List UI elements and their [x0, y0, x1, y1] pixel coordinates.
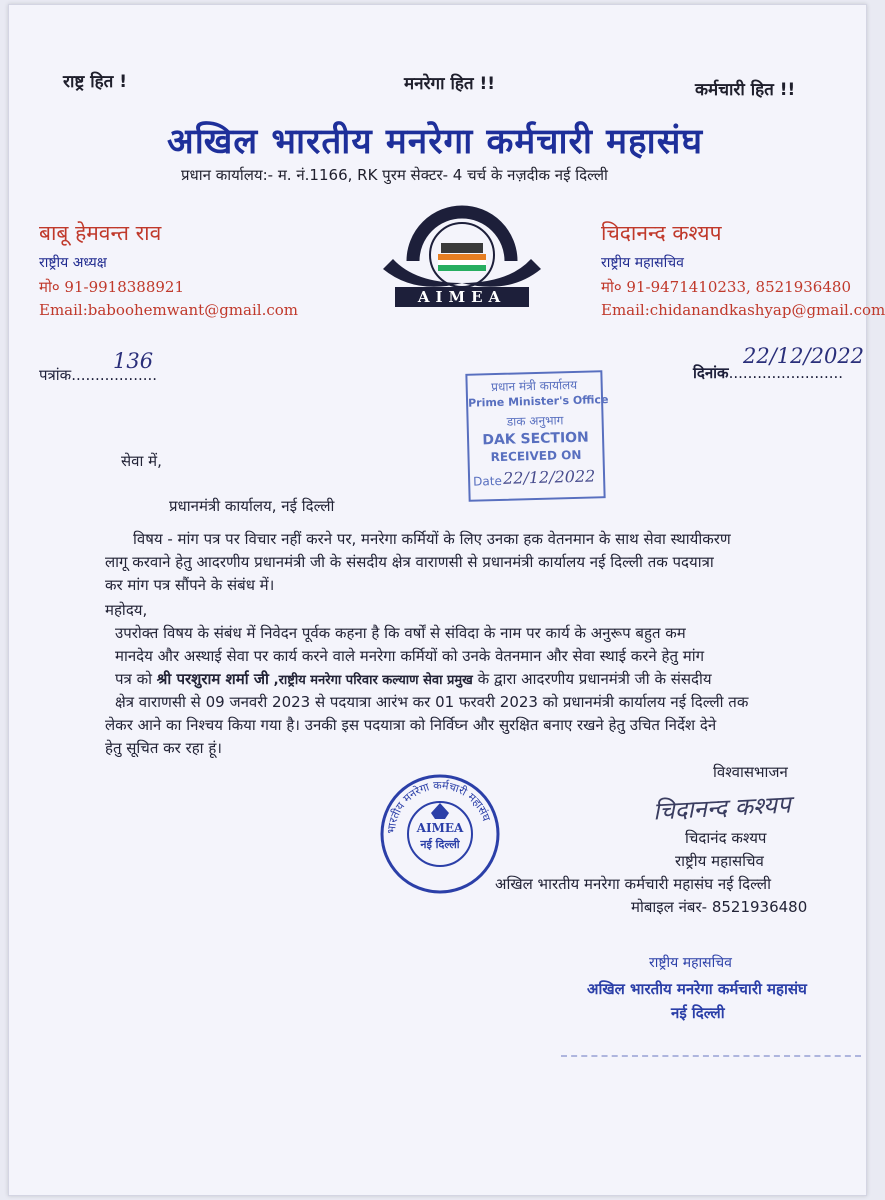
- secretary-mobile: मो० 91-9471410233, 8521936480: [601, 278, 851, 296]
- body-person-name: श्री परशुराम शर्मा जी: [156, 670, 269, 688]
- handwritten-signature: चिदानन्द कश्यप: [652, 790, 792, 826]
- salutation-to: सेवा में,: [121, 452, 162, 470]
- signatory-title: राष्ट्रीय महासचिव: [675, 852, 764, 870]
- recipient: प्रधानमंत्री कार्यालय, नई दिल्ली: [169, 497, 335, 515]
- date-handwritten: 22/12/2022: [743, 344, 865, 368]
- dak-stamp-line5: RECEIVED ON: [490, 447, 582, 465]
- dak-stamp-line1: प्रधान मंत्री कार्यालय: [491, 377, 578, 395]
- seal-center-bottom: नई दिल्ली: [420, 838, 460, 851]
- president-email: Email:baboohemwant@gmail.com: [39, 301, 298, 319]
- body-line-3: [115, 668, 712, 693]
- dak-stamp-line3: डाक अनुभाग: [506, 413, 564, 429]
- slogan-right: कर्मचारी हित !!: [695, 80, 796, 100]
- signatory-mobile: मोबाइल नंबर- 8521936480: [631, 898, 808, 916]
- signatory-name: चिदानंद कश्यप: [685, 829, 767, 847]
- ref-label: पत्रांक: [39, 366, 72, 384]
- slogan-left: राष्ट्र हित !: [63, 72, 127, 92]
- dak-stamp-line4: DAK SECTION: [482, 429, 590, 449]
- faded-stamp-impression: [561, 1041, 861, 1057]
- designation-stamp-line1: राष्ट्रीय महासचिव: [649, 955, 732, 971]
- dak-stamp-date-label: Date: [472, 473, 503, 489]
- body-line-1: उपरोक्त विषय के संबंध में निवेदन पूर्वक कहना है कि वर्षों से संविदा के नाम पर कार्य के अनुरूप बहुत कम: [115, 624, 686, 642]
- date-dots: ........................: [728, 364, 844, 382]
- signatory-org: अखिल भारतीय मनरेगा कर्मचारी महासंघ नई दिल्ली: [495, 875, 771, 893]
- pmo-dak-stamp: [465, 370, 609, 502]
- body-line-2: मानदेय और अस्थाई सेवा पर कार्य करने वाले मनरेगा कर्मियों को उनके वेतनमान और सेवा स्थाई करने हेतु मांग: [115, 647, 705, 665]
- slogan-center: मनरेगा हित !!: [404, 74, 495, 94]
- logo-text: AIMEA: [417, 288, 507, 306]
- closing: विश्वासभाजन: [713, 763, 788, 781]
- body-line-4: क्षेत्र वाराणसी से 09 जनवरी 2023 से पदयात्रा आरंभ कर 01 फरवरी 2023 को प्रधानमंत्री कार्यालय नई दिल्ली तक: [115, 693, 749, 711]
- designation-stamp-line2: अखिल भारतीय मनरेगा कर्मचारी महासंघ: [587, 980, 807, 998]
- president-mobile: मो० 91-9918388921: [39, 278, 185, 296]
- subject-line-1: विषय - मांग पत्र पर विचार नहीं करने पर, मनरेगा कर्मियों के लिए उनका हक वेतनमान के साथ सेवा स्थायीकरण: [133, 530, 731, 548]
- greeting: महोदय,: [105, 601, 148, 619]
- seal-outer-text: भारतीय मनरेगा कर्मचारी महासंघ: [384, 778, 493, 835]
- org-title: अखिल भारतीय मनरेगा कर्मचारी महासंघ: [167, 121, 704, 162]
- letter-page: [8, 4, 885, 1196]
- round-seal: [375, 773, 505, 895]
- body-line-3-prefix: पत्र को: [115, 670, 152, 688]
- body-person-title: ,राष्ट्रीय मनरेगा परिवार कल्याण सेवा प्रमुख: [273, 673, 473, 688]
- subject-line-3: कर मांग पत्र सौंपने के संबंध में।: [105, 576, 275, 594]
- body-line-6: हेतु सूचित कर रहा हूं।: [105, 739, 222, 757]
- office-address: प्रधान कार्यालय:- म. नं.1166, RK पुरम सेक्टर- 4 चर्च के नज़दीक नई दिल्ली: [181, 166, 608, 184]
- dak-stamp-date: 22/12/2022: [502, 466, 596, 488]
- president-name: बाबू हेमवन्त राव: [39, 221, 162, 245]
- seal-center-top: AIMEA: [416, 821, 464, 835]
- designation-stamp-line3: नई दिल्ली: [671, 1004, 725, 1022]
- president-role: राष्ट्रीय अध्यक्ष: [39, 255, 107, 271]
- ref-dots: ..................: [71, 366, 158, 384]
- subject-line-2: लागू करवाने हेतु आदरणीय प्रधानमंत्री जी के संसदीय क्षेत्र वाराणसी से प्रधानमंत्री कार्यालय नई दिल्ली तक पदयात्रा: [105, 553, 714, 571]
- secretary-name: चिदानन्द कश्यप: [601, 221, 722, 245]
- dak-stamp-line2: Prime Minister's Office: [467, 393, 609, 410]
- secretary-role: राष्ट्रीय महासचिव: [601, 255, 684, 271]
- body-line-5: लेकर आने का निश्चय किया गया है। उनकी इस पदयात्रा को निर्विघ्न और सुरक्षित बनाए रखने हेतु उचित निर्देश देने: [105, 716, 717, 734]
- aimea-logo: [375, 199, 549, 319]
- ref-number-handwritten: 136: [113, 349, 154, 373]
- body-line-3-suffix: के द्वारा आदरणीय प्रधानमंत्री जी के संसदीय: [477, 670, 712, 688]
- secretary-email: Email:chidanandkashyap@gmail.com: [601, 301, 885, 319]
- date-label: दिनांक: [693, 364, 729, 382]
